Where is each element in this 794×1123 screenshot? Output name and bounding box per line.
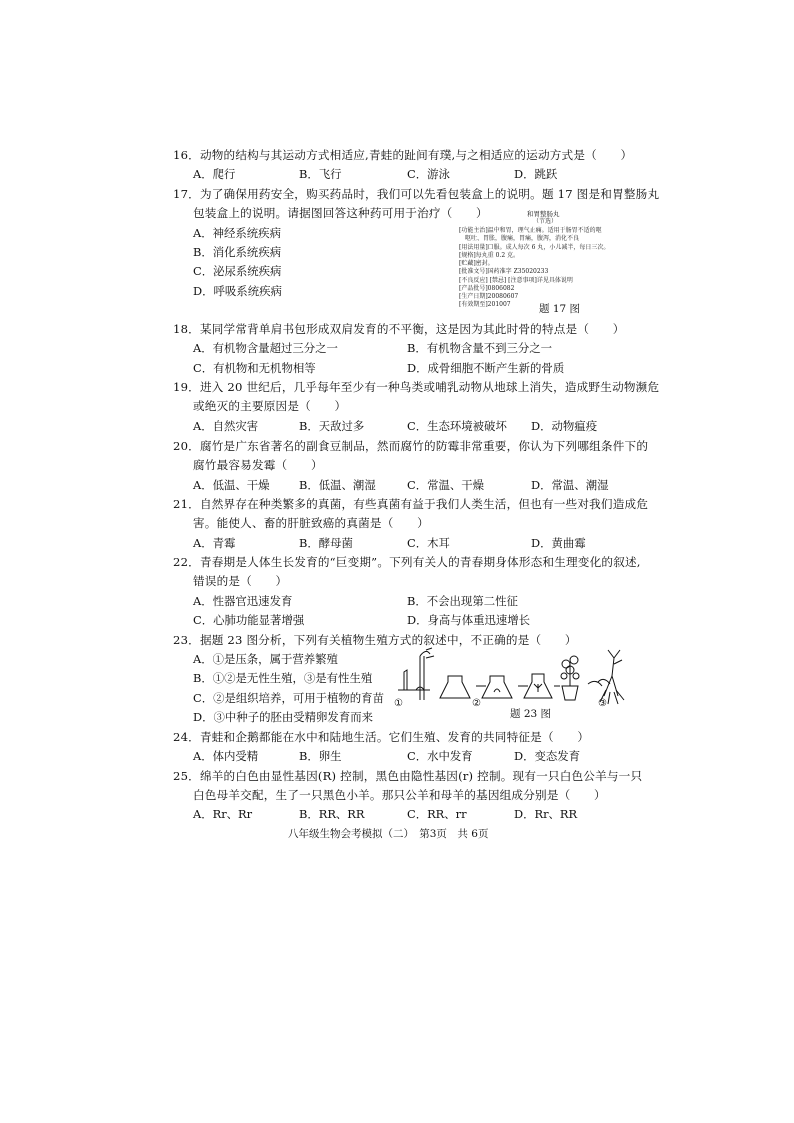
figure-17-line: [用法用量]口服。成人每次 6 丸，小儿减半，每日三次。: [459, 244, 610, 251]
q16-option-d: D．跳跃: [514, 167, 558, 181]
q22-option-a: A．性器官迅速发育: [193, 594, 293, 608]
q22-option-b: B．不会出现第二性征: [407, 594, 518, 608]
figure-17-line: [不良反应] [禁忌] [注意事项]详见具体说明: [459, 277, 573, 284]
q17-option-b: B．消化系统疾病: [193, 245, 282, 259]
page-footer: 八年级生物会考模拟（二） 第3页 共 6页: [288, 828, 489, 840]
q18-option-d: D．成骨细胞不断产生新的骨质: [407, 361, 565, 375]
figure-17-caption: 题 17 图: [539, 303, 581, 315]
q23-option-d: D．③中种子的胚由受精卵发育而来: [193, 710, 373, 724]
figure-17-line: [生产日期]20080607: [459, 293, 519, 300]
q24-option-a: A．体内受精: [193, 749, 259, 763]
figure-23-drawing: [390, 646, 640, 706]
q16-option-c: C．游泳: [407, 167, 450, 181]
q19-option-b: B．天敌过多: [299, 419, 365, 433]
q18-option-c: C．有机物和无机物相等: [193, 361, 316, 375]
figure-23-marker-1: ①: [394, 698, 403, 709]
q21-option-a: A．青霉: [193, 536, 236, 550]
q24-option-d: D．变态发育: [514, 749, 581, 763]
q24-option-c: C．水中发育: [407, 749, 473, 763]
q17-option-d: D．呼吸系统疾病: [193, 284, 282, 298]
figure-17-line: [贮藏]密封。: [459, 260, 494, 267]
figure-23-marker-2: ②: [472, 698, 481, 709]
q20-stem-line1: 20．腐竹是广东省著名的副食豆制品，然而腐竹的防霉非常重要，你认为下列哪组条件下的: [173, 439, 649, 453]
q20-option-a: A．低温、干燥: [193, 478, 270, 492]
q16-stem: 16．动物的结构与其运动方式相适应,青蛙的趾间有璞,与之相适应的运动方式是（ ）: [173, 148, 633, 162]
q18-stem: 18．某同学常背单肩书包形成双肩发育的不平衡，这是因为其此时骨的特点是（ ）: [173, 322, 625, 336]
figure-17-medicine-label: [455, 210, 633, 318]
q23-option-b: B．①②是无性生殖，③是有性生殖: [193, 671, 373, 685]
q17-option-c: C．泌尿系统疾病: [193, 264, 282, 278]
q25-option-d: D．Rr、RR: [514, 807, 578, 821]
figure-17-title: 和胃整肠丸: [527, 210, 560, 218]
q25-stem-line1: 25．绵羊的白色由显性基因(R) 控制，黑色由隐性基因(r) 控制。现有一只白色公羊与一只: [173, 769, 643, 783]
q20-option-b: B．低温、潮湿: [299, 478, 376, 492]
q20-option-d: D．常温、潮湿: [531, 478, 609, 492]
figure-23-caption: 题 23 图: [510, 708, 552, 720]
q17-option-a: A．神经系统疾病: [193, 226, 281, 240]
q19-option-c: C．生态环境被破坏: [407, 419, 507, 433]
q24-stem: 24．青蛙和企鹅都能在水中和陆地生活。它们生殖、发育的共同特征是（ ）: [173, 730, 590, 744]
figure-17-line: [有效期至]201007: [459, 301, 511, 308]
figure-17-line: [产品批号]0806082: [459, 285, 515, 292]
figure-17-subtitle: （节选）: [533, 218, 558, 225]
q25-option-b: B．RR、RR: [299, 807, 365, 821]
q16-option-a: A．爬行: [193, 167, 236, 181]
q25-stem-line2: 白色母羊交配，生了一只黑色小羊。那只公羊和母羊的基因组成分别是（ ）: [193, 788, 606, 802]
q17-stem-line1: 17．为了确保用药安全，购买药品时，我们可以先看包装盒上的说明。题 17 图是和胃整肠丸: [173, 187, 660, 201]
figure-23-marker-3: ③: [598, 698, 607, 709]
q16-option-b: B．飞行: [299, 167, 342, 181]
figure-17-line: 呕吐、胃胀，腹痛，胃痛，腹泻，消化不良: [459, 235, 580, 242]
figure-17-line: [批准文号]国药准字 Z35020233: [459, 268, 549, 275]
q19-stem-line2: 或绝灭的主要原因是（ ）: [193, 399, 347, 413]
q18-option-a: A．有机物含量超过三分之一: [193, 341, 338, 355]
q21-option-b: B．酵母菌: [299, 536, 353, 550]
q19-stem-line1: 19．进入 20 世纪后，几乎每年至少有一种鸟类或哺乳动物从地球上消失，造成野生动物濒危: [173, 380, 660, 394]
figure-17-line: [规格]每丸重 0.2 克。: [459, 252, 520, 259]
q23-option-a: A．①是压条，属于营养繁殖: [193, 652, 338, 666]
q17-stem-line2: 包装盒上的说明。请据图回答这种药可用于治疗（ ）: [193, 206, 488, 220]
q22-stem-line2: 错误的是（ ）: [193, 574, 288, 588]
q21-option-c: C．木耳: [407, 536, 450, 550]
q19-option-d: D．动物瘟疫: [531, 419, 598, 433]
q21-stem-line1: 21．自然界存在种类繁多的真菌，有些真菌有益于我们人类生活，但也有一些对我们造成危: [173, 497, 649, 511]
q20-option-c: C．常温、干燥: [407, 478, 485, 492]
q21-stem-line2: 害。能使人、畜的肝脏致癌的真菌是（ ）: [193, 516, 429, 530]
q18-option-b: B．有机物含量不到三分之一: [407, 341, 553, 355]
figure-23-plant-reproduction: [390, 646, 640, 720]
q21-option-d: D．黄曲霉: [531, 536, 586, 550]
q22-option-c: C．心肺功能显著增强: [193, 613, 305, 627]
q22-stem-line1: 22．青春期是人体生长发育的“巨变期”。下列有关人的青春期身体形态和生理变化的叙述,: [173, 555, 641, 569]
q25-option-c: C．RR、rr: [407, 807, 467, 821]
q23-stem: 23．据题 23 图分析，下列有关植物生殖方式的叙述中，不正确的是（ ）: [173, 633, 577, 647]
q25-option-a: A．Rr、Rr: [193, 807, 253, 821]
q24-option-b: B．卵生: [299, 749, 342, 763]
figure-17-line: [功能主治]温中和胃，理气止痛。适用于肠胃不适的呕: [459, 227, 602, 234]
q19-option-a: A．自然灾害: [193, 419, 259, 433]
q20-stem-line2: 腐竹最容易发霉（ ）: [193, 458, 323, 472]
q23-option-c: C．②是组织培养，可用于植物的育苗: [193, 691, 384, 705]
q22-option-d: D．身高与体重迅速增长: [407, 613, 531, 627]
